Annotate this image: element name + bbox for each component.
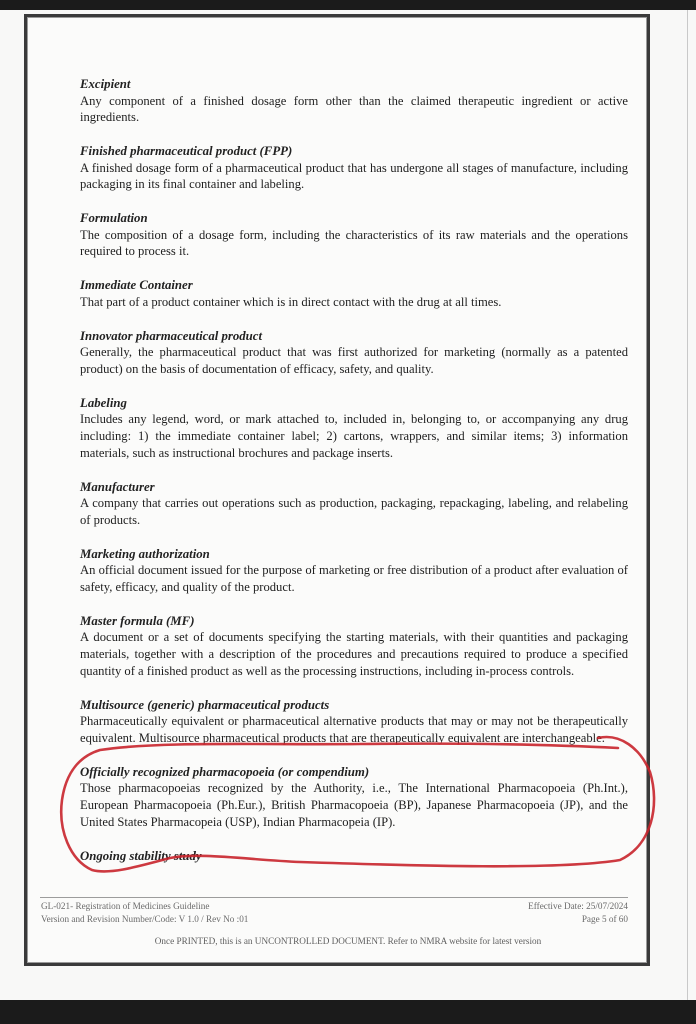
- definition-text: A company that carries out operations such as production, packaging, repackaging, labeling, and relabeling of products.: [80, 496, 628, 527]
- definition-entry-innovator: [80, 328, 628, 378]
- footer-uncontrolled-note: Once PRINTED, this is an UNCONTROLLED DOCUMENT. Refer to NMRA website for latest version: [154, 936, 542, 946]
- definition-entry-immediate-container: [80, 277, 628, 310]
- definition-term: Multisource (generic) pharmaceutical products: [80, 697, 330, 712]
- definition-text: A document or a set of documents specifying the starting materials, with their quantities and packaging materials, together with a description of the procedures and precautions required to produce a specified quantity of a finished product as well as the processing instructions, including in-process controls.: [80, 630, 628, 678]
- definition-term: Labeling: [80, 395, 127, 410]
- definition-term: Marketing authorization: [80, 546, 210, 561]
- definition-term: Ongoing stability study: [80, 848, 202, 863]
- definitions-list: [80, 76, 628, 881]
- definition-text: An official document issued for the purpose of marketing or free distribution of a product after evaluation of safety, efficacy, and quality of the product.: [80, 563, 628, 594]
- definition-text: Pharmaceutically equivalent or pharmaceutical alternative products that may or may not be therapeutically equivalent. Multisource pharmaceutical products that are therapeutically equivalent are interchangeable.: [80, 714, 628, 745]
- footer-effective-date: Effective Date: 25/07/2024: [528, 901, 628, 911]
- definition-term: Master formula (MF): [80, 613, 195, 628]
- definition-term: Innovator pharmaceutical product: [80, 328, 263, 343]
- definition-term: Officially recognized pharmacopoeia (or compendium): [80, 764, 370, 779]
- definition-entry-excipient: [80, 76, 628, 126]
- footer-divider: [40, 897, 628, 898]
- definition-term: Manufacturer: [80, 479, 155, 494]
- definition-text: Generally, the pharmaceutical product that was first authorized for marketing (normally as a patented product) on the basis of documentation of efficacy, safety, and quality.: [80, 345, 628, 376]
- definition-entry-master-formula: [80, 613, 628, 680]
- definition-entry-labeling: [80, 395, 628, 462]
- definition-term: Excipient: [80, 77, 131, 91]
- definition-entry-ongoing-stability: [80, 848, 628, 865]
- definition-entry-fpp: [80, 143, 628, 193]
- footer-doc-title: GL-021- Registration of Medicines Guideline: [41, 901, 210, 911]
- definition-term: Finished pharmaceutical product (FPP): [80, 144, 293, 159]
- bottom-dark-band: [0, 1000, 696, 1024]
- definition-text: The composition of a dosage form, including the characteristics of its raw materials and the operations required to process it.: [80, 227, 628, 259]
- definition-entry-marketing-authorization: [80, 546, 628, 596]
- definition-text: Includes any legend, word, or mark attached to, included in, belonging to, or accompanying any drug including: 1) the immediate container label; 2) cartons, wrappers, and similar items; 3) information materials, such as instructional brochures and package inserts.: [80, 412, 628, 460]
- definition-text: Any component of a finished dosage form other than the claimed therapeutic ingredient or active ingredients.: [80, 93, 628, 125]
- definition-text: Those pharmacopoeias recognized by the Authority, i.e., The International Pharmacopoeia (Ph.Int.), European Pharmacopoeia (Ph.Eur.), British Pharmacopoeia (BP), Japanese Pharmacopoeia (JP), and the United States Pharmacopeia (USP), Indian Pharmacopeia (IP).: [80, 781, 628, 829]
- footer-page-number: Page 5 of 60: [581, 913, 628, 924]
- definition-term: Immediate Container: [80, 278, 193, 293]
- definition-text: That part of a product container which is in direct contact with the drug at all times.: [80, 294, 502, 309]
- definition-entry-official-pharmacopoeia: [80, 764, 628, 831]
- definition-entry-formulation: [80, 210, 628, 260]
- definition-term: Formulation: [80, 211, 148, 226]
- definition-entry-manufacturer: [80, 479, 628, 529]
- definition-text: A finished dosage form of a pharmaceutical product that has undergone all stages of manufacture, including packaging in its final container and labeling.: [80, 160, 628, 192]
- definition-entry-multisource: [80, 697, 628, 747]
- footer-date-page: [528, 900, 628, 925]
- footer-document-info: [41, 900, 248, 925]
- footer-version: Version and Revision Number/Code: V 1.0 / Rev No :01: [41, 913, 249, 924]
- page-edge: [687, 10, 688, 1000]
